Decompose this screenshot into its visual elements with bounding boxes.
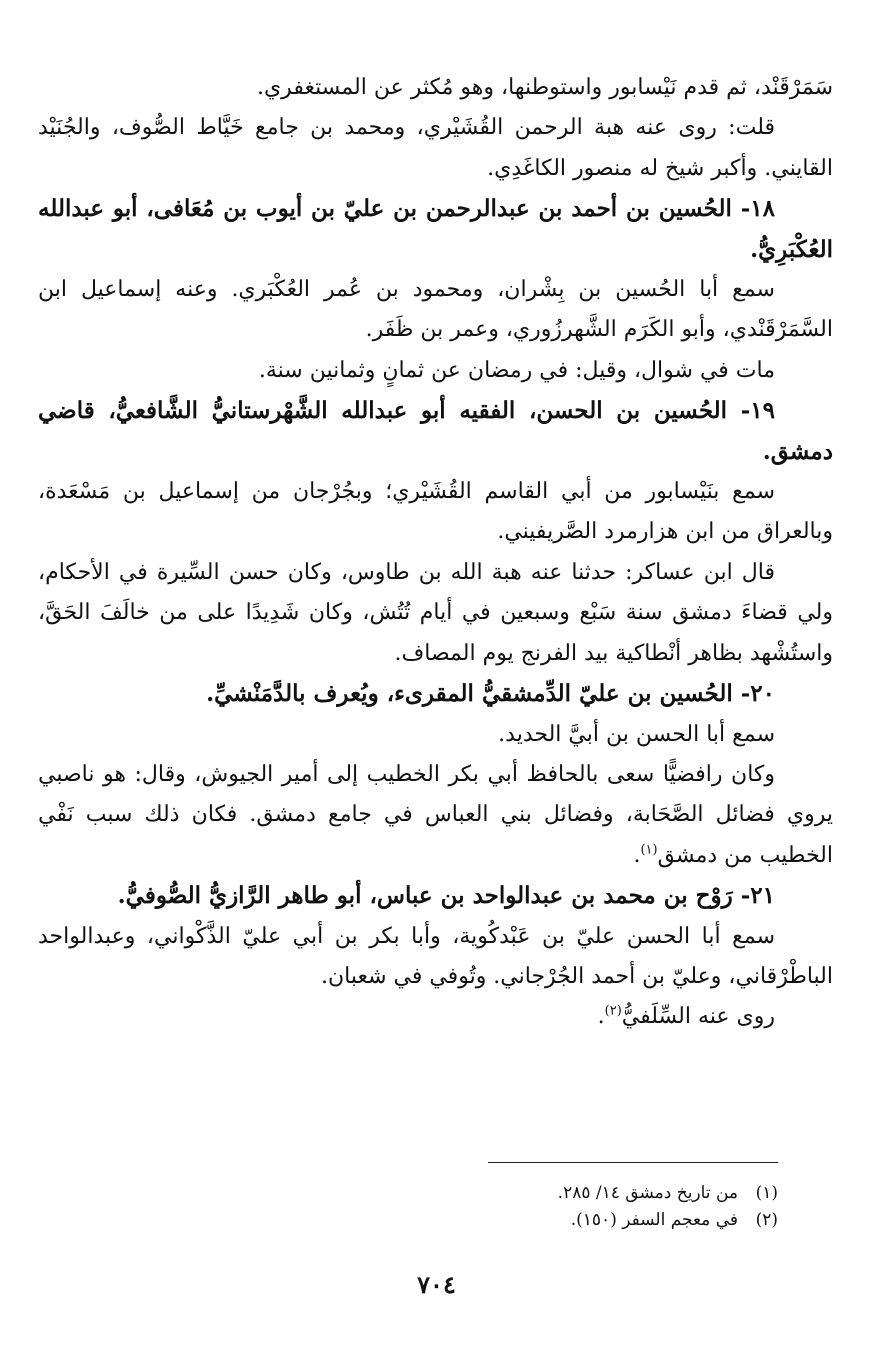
footnote-text: في معجم السفر (١٥٠). <box>570 1210 738 1230</box>
paragraph: سمع أبا الحسن بن أبيَّ الحديد. <box>498 721 775 747</box>
entry-heading-21: ٢١- رَوْح بن محمد بن عبدالواحد بن عباس، أبو طاهر الرَّازيُّ الصُّوفيُّ. <box>117 882 775 910</box>
footnote-ref: (١) <box>640 842 658 858</box>
paragraph-text: وكان رافضيًّا سعى بالحافظ أبي بكر الخطيب إلى أمير الجيوش، وقال: هو ناصبي يروي فضائل الصَّحَابة، وفضائل بني العباس في جامع دمشق. فكان ذلك سبب نَفْي الخطيب من دمشق <box>38 761 833 868</box>
footnote <box>218 1207 778 1234</box>
paragraph <box>38 755 833 876</box>
footnote-text: من تاريخ دمشق ١٤/ ٢٨٥. <box>557 1183 738 1203</box>
footnote-number: (١) <box>755 1183 778 1203</box>
paragraph: سمع بنَيْسابور من أبي القاسم القُشَيْري؛ وبجُرْجان من إسماعيل بن مَسْعَدة، وبالعراق من ابن هزارمرد الصَّريفيني. <box>38 479 833 545</box>
footnote <box>218 1180 778 1207</box>
main-text <box>38 68 833 1038</box>
footnote-number: (٢) <box>755 1210 778 1230</box>
paragraph: سمع أبا الحسن عليّ بن عَبْدكُوية، وأبا بكر بن أبي عليّ الذَّكْواني، وعبدالواحد الباطْرْقاني، وعليّ بن أحمد الجُرْجاني. وتُوفي في شعبان. <box>38 923 833 989</box>
paragraph-end: . <box>633 842 641 868</box>
footnote-ref: (٢) <box>604 1004 622 1020</box>
page-number: ٧٠٤ <box>417 1270 456 1299</box>
paragraph: قال ابن عساكر: حدثنا عنه هبة الله بن طاوس، وكان حسن السِّيرة في الأحكام، ولي قضاءَ دمشق سنة سَبْع وسبعين في أيام تُتُش، وكان شَدِيدًا على من خالَفَ الحَقَّ، واستُشْهد بظاهر أنْطاكية بيد الفرنج يوم المصاف. <box>38 559 833 666</box>
paragraph-continuation: سَمَرْقَنْد، ثم قدم نَيْسابور واستوطنها، وهو مُكثر عن المستغفري. <box>256 75 833 100</box>
footnote-divider <box>488 1162 778 1163</box>
paragraph <box>38 997 833 1037</box>
paragraph-end: . <box>597 1004 605 1030</box>
entry-heading-19: ١٩- الحُسين بن الحسن، الفقيه أبو عبدالله الشَّهْرستانيُّ الشَّافعيُّ، قاضي دمشق. <box>38 397 833 465</box>
entry-heading-20: ٢٠- الحُسين بن عليّ الدِّمشقيُّ المقرىء، ويُعرف بالدَّمَنْشيِّ. <box>206 680 775 708</box>
paragraph: قلت: روى عنه هبة الرحمن القُشَيْري، ومحمد بن جامع خَيَّاط الصُّوف، والجُنَيْد القايني. وأكبر شيخ له منصور الكاغَدِي. <box>38 115 833 181</box>
entry-heading-18: ١٨- الحُسين بن أحمد بن عبدالرحمن بن عليّ بن أيوب بن مُعَافى، أبو عبدالله العُكْبَرِيُّ. <box>38 195 833 263</box>
paragraph-text: روى عنه السِّلَفيُّ <box>621 1004 775 1030</box>
paragraph: مات في شوال، وقيل: في رمضان عن ثمانٍ وثمانين سنة. <box>258 357 775 383</box>
paragraph: سمع أبا الحُسين بن بِشْران، ومحمود بن عُمر العُكْبَري. وعنه إسماعيل ابن السَّمَرْقَنْدي، وأبو الكَرَم الشَّهرزُوري، وعمر بن ظَفَر. <box>38 277 833 343</box>
footnotes <box>218 1180 778 1234</box>
